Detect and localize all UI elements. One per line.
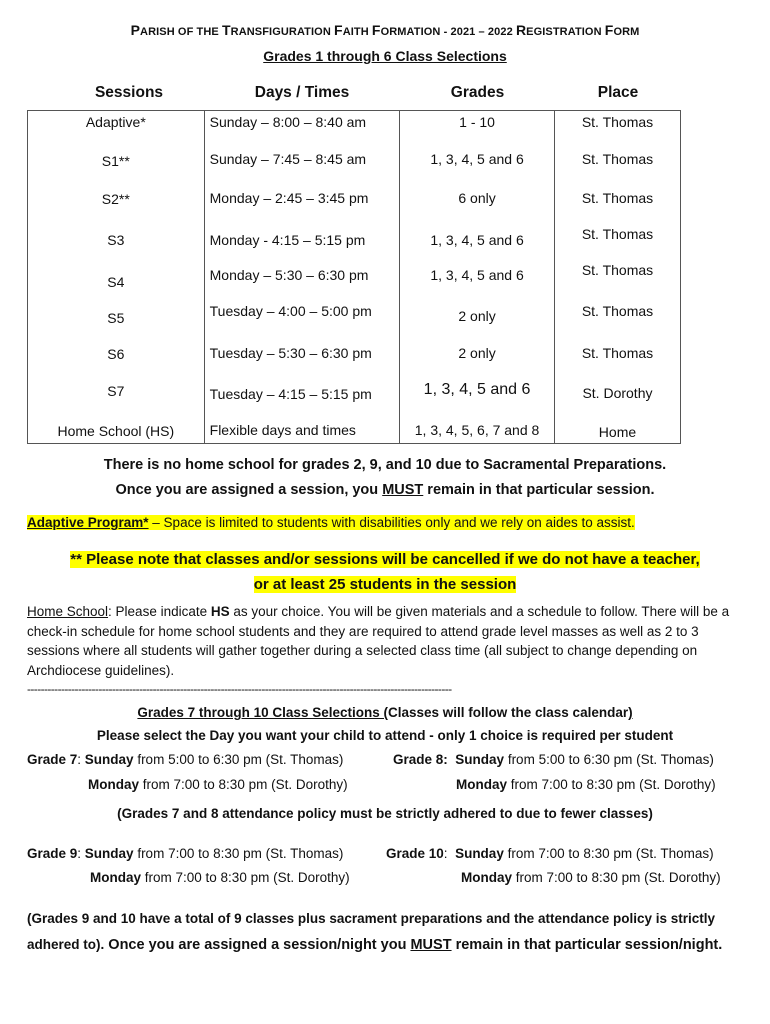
grades-cell: 1, 3, 4, 5 and 6 (423, 381, 531, 398)
no-home-school-note: There is no home school for grades 2, 9, and 10 due to Sacramental Preparations. (103, 457, 667, 473)
grades-cell: 2 only (458, 345, 496, 361)
schedule-table (27, 110, 681, 444)
grades-cell: 2 only (458, 308, 496, 324)
session-cell: Home School (HS) (57, 423, 175, 439)
days-cell: Tuesday – 4:00 – 5:00 pm (209, 303, 372, 319)
adaptive-program-note: Adaptive Program* – Space is limited to students with disabilities only and we rely on aides to assist. (27, 515, 635, 530)
grade10-sunday: Grade 10: Sunday from 7:00 to 8:30 pm (St. Thomas) (386, 846, 714, 861)
session-cell: Adaptive* (85, 114, 146, 130)
grade8-sunday: Grade 8: Sunday from 5:00 to 6:30 pm (St. Thomas) (393, 752, 714, 767)
place-cell: St. Thomas (581, 190, 654, 206)
grades-cell: 1, 3, 4, 5 and 6 (430, 232, 524, 248)
session-cell: S5 (107, 310, 125, 326)
place-cell: St. Thomas (581, 226, 654, 242)
days-cell: Sunday – 7:45 – 8:45 am (209, 151, 367, 167)
home-school-paragraph: Home School: Please indicate HS as your choice. You will be given materials and a schedule to follow. There will be a check-in schedule for home school students and they are required to attend grade level masses as well as 2 to 3 sessions where all students will gather together during a selected class time (all subject to change depending on Archdiocese guidelines). (27, 604, 730, 678)
adaptive-program-label: Adaptive Program* (27, 515, 149, 530)
days-cell: Monday – 5:30 – 6:30 pm (209, 267, 369, 283)
grades-cell: 1, 3, 4, 5, 6, 7 and 8 (414, 422, 540, 438)
col-header-grades: Grades (450, 84, 505, 101)
place-cell: St. Thomas (581, 114, 654, 130)
grades78-policy: (Grades 7 and 8 attendance policy must be strictly adhered to due to fewer classes) (117, 806, 653, 821)
place-cell: St. Thomas (581, 303, 654, 319)
sessions-column (28, 111, 205, 444)
col-header-days: Days / Times (254, 84, 350, 101)
select-day-instruction: Please select the Day you want your child to attend - only 1 choice is required per student (96, 728, 674, 743)
upper-grades-title: Grades 7 through 10 Class Selections (Classes will follow the class calendar) (137, 705, 633, 720)
grades910-policy: (Grades 9 and 10 have a total of 9 classes plus sacrament preparations and the attendance policy is strictly adhered to). Once you are assigned a session/night you MUST remain in that particular session/night. (27, 911, 723, 953)
col-header-sessions: Sessions (94, 84, 164, 101)
place-cell: St. Thomas (581, 345, 654, 361)
divider: ----------------------------------------------------------------------------------------------------------------------------- (27, 682, 452, 696)
days-column (204, 111, 400, 444)
grade9-monday: Monday from 7:00 to 8:30 pm (St. Dorothy) (90, 870, 350, 885)
form-subtitle: Grades 1 through 6 Class Selections (263, 48, 507, 64)
days-cell: Tuesday – 4:15 – 5:15 pm (209, 386, 372, 402)
grades-cell: 6 only (458, 190, 496, 206)
assigned-session-note: Once you are assigned a session, you MUST remain in that particular session. (115, 482, 655, 498)
grades-cell: 1, 3, 4, 5 and 6 (430, 151, 524, 167)
grade10-monday: Monday from 7:00 to 8:30 pm (St. Dorothy) (461, 870, 721, 885)
place-column (554, 111, 680, 444)
grade7-sunday: Grade 7: Sunday from 5:00 to 6:30 pm (St. Thomas) (27, 752, 344, 767)
session-cell: S6 (107, 346, 125, 362)
cancel-warning-line2: or at least 25 students in the session (253, 576, 517, 593)
place-cell: Home (598, 424, 637, 440)
days-cell: Sunday – 8:00 – 8:40 am (209, 114, 367, 130)
session-cell: S4 (107, 274, 125, 290)
session-cell: S7 (107, 383, 125, 399)
grade7-monday: Monday from 7:00 to 8:30 pm (St. Dorothy) (88, 777, 348, 792)
place-cell: St. Thomas (581, 262, 654, 278)
grades-cell: 1, 3, 4, 5 and 6 (430, 267, 524, 283)
grade9-sunday: Grade 9: Sunday from 7:00 to 8:30 pm (St. Thomas) (27, 846, 344, 861)
col-header-place: Place (597, 84, 639, 101)
grades-column (400, 111, 555, 444)
session-cell: S3 (107, 232, 125, 248)
days-cell: Monday – 2:45 – 3:45 pm (209, 190, 369, 206)
session-cell: S1** (101, 153, 130, 169)
place-cell: St. Dorothy (582, 385, 653, 401)
session-cell: S2** (101, 191, 130, 207)
days-cell: Flexible days and times (209, 422, 356, 438)
grades-cell: 1 - 10 (459, 114, 495, 130)
place-cell: St. Thomas (581, 151, 654, 167)
grade8-monday: Monday from 7:00 to 8:30 pm (St. Dorothy) (456, 777, 716, 792)
days-cell: Monday - 4:15 – 5:15 pm (209, 232, 366, 248)
days-cell: Tuesday – 5:30 – 6:30 pm (209, 345, 372, 361)
cancel-warning-line1: ** Please note that classes and/or sessions will be cancelled if we do not have a teacher, (70, 551, 700, 568)
form-title: PARISH OF THE TRANSFIGURATION FAITH FORMATION - 2021 – 2022 REGISTRATION FORM (130, 22, 640, 38)
